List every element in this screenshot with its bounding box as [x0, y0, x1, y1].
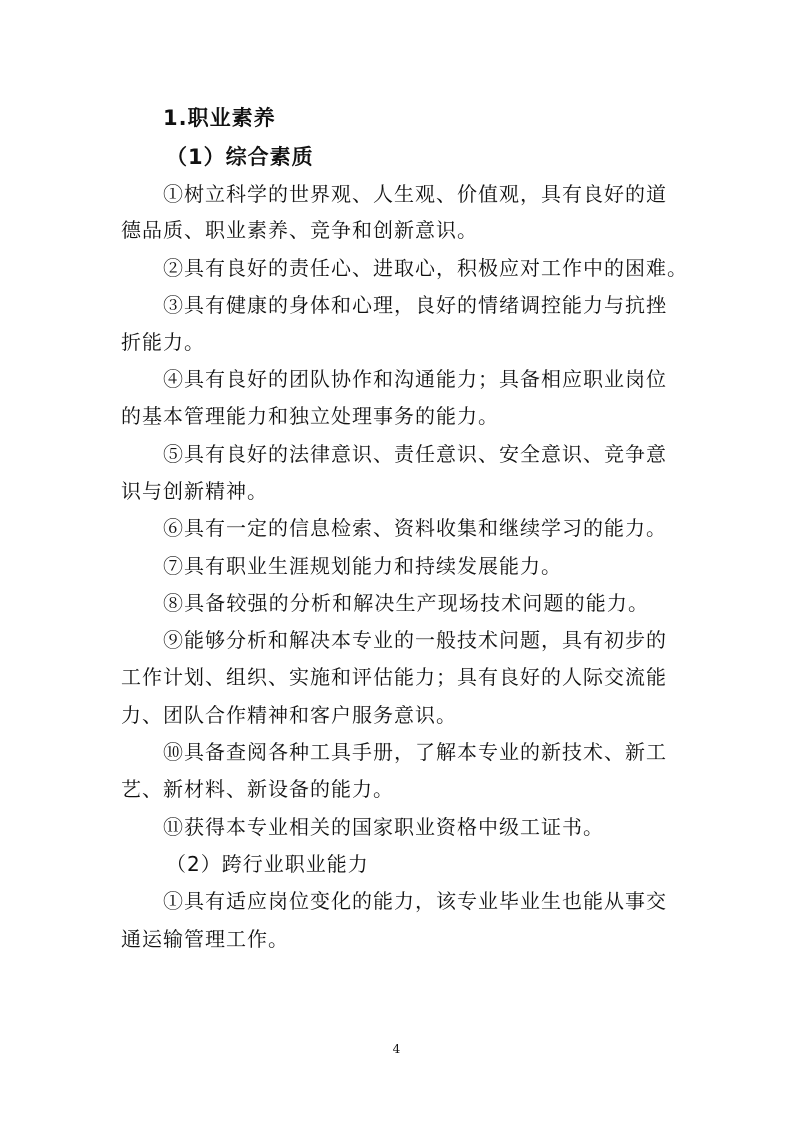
paragraph-line: ⑥具有一定的信息检索、资料收集和继续学习的能力。 [163, 516, 667, 540]
paragraph-line: ②具有良好的责任心、进取心，积极应对工作中的困难。 [163, 256, 688, 280]
paragraph-line: 德品质、职业素养、竞争和创新意识。 [121, 218, 478, 242]
paragraph-line: 的基本管理能力和独立处理事务的能力。 [121, 404, 499, 428]
paragraph-line: ⑨能够分析和解决本专业的一般技术问题，具有初步的 [163, 628, 667, 652]
page-number: 4 [392, 1042, 401, 1056]
paragraph-line: ⑩具备查阅各种工具手册，了解本专业的新技术、新工 [163, 740, 667, 764]
paragraph-line: ③具有健康的身体和心理，良好的情绪调控能力与抗挫 [163, 293, 667, 317]
section-heading: 1.职业素养 [163, 106, 276, 130]
paragraph-line: 通运输管理工作。 [121, 927, 289, 951]
paragraph-line: ④具有良好的团队协作和沟通能力；具备相应职业岗位 [163, 367, 667, 391]
paragraph-line: ⑧具备较强的分析和解决生产现场技术问题的能力。 [163, 591, 649, 615]
paragraph-line: 力、团队合作精神和客户服务意识。 [121, 703, 457, 727]
paragraph-line: ⑤具有良好的法律意识、责任意识、安全意识、竞争意 [163, 442, 667, 466]
paragraph-line: 艺、新材料、新设备的能力。 [121, 777, 394, 801]
paragraph-line: 折能力。 [121, 330, 205, 354]
paragraph-line: ⑪获得本专业相关的国家职业资格中级工证书。 [163, 815, 604, 839]
paragraph-line: 工作计划、组织、实施和评估能力；具有良好的人际交流能 [121, 665, 667, 689]
paragraph-line: ⑦具有职业生涯规划能力和持续发展能力。 [163, 554, 562, 578]
subsection-title-comprehensive-quality: （1）综合素质 [166, 145, 314, 169]
paragraph-line: ①具有适应岗位变化的能力，该专业毕业生也能从事交 [163, 889, 667, 913]
subsection-title-cross-industry: （2）跨行业职业能力 [166, 852, 369, 876]
paragraph-line: 识与创新精神。 [121, 479, 268, 503]
paragraph-line: ①树立科学的世界观、人生观、价值观，具有良好的道 [163, 182, 667, 206]
